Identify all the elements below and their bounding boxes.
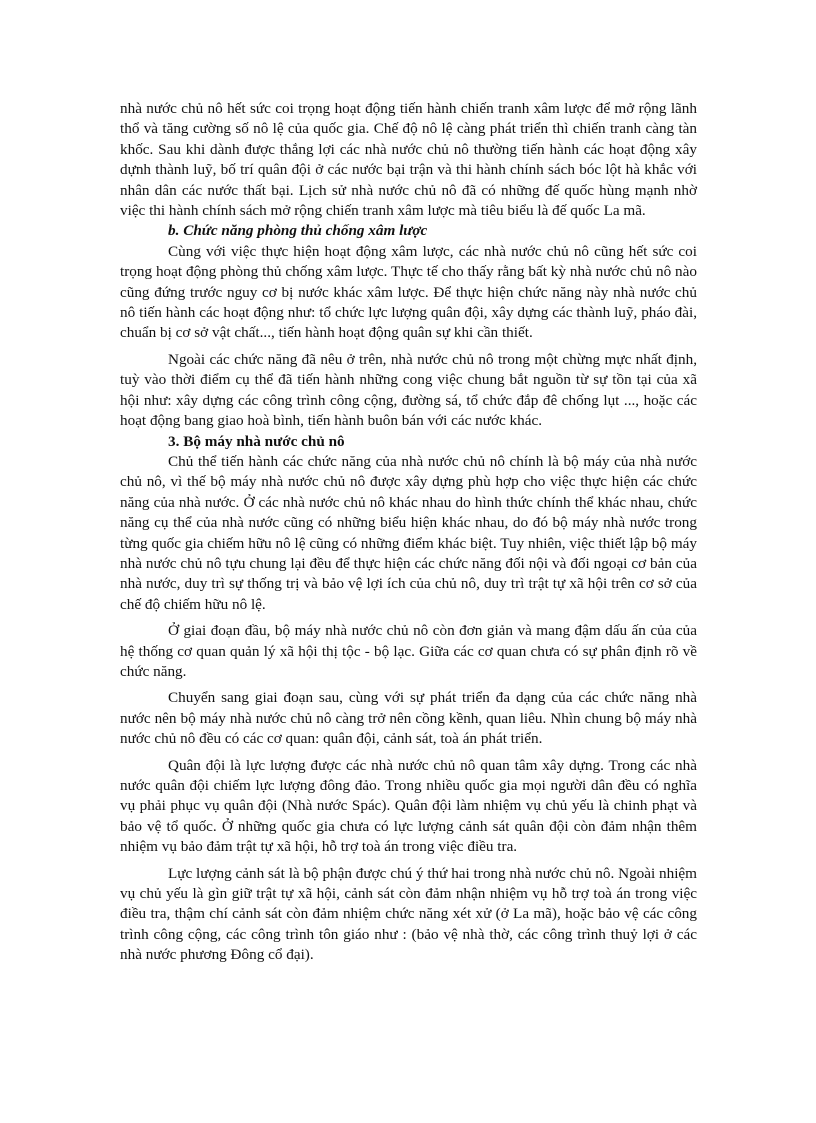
paragraph-war-of-aggression: nhà nước chủ nô hết sức coi trọng hoạt động tiến hành chiến tranh xâm lược để mở rộng lãnh thổ và tăng cường số nô lệ của quốc gia. Chế độ nô lệ càng phát triển thì chiến tranh càng tàn khốc. Sau khi dành được thắng lợi các nhà nước chủ nô thường tiến hành các hoạt động xây dựnh thành luỹ, bố trí quân đội ở các nước bại trận và thi hành chính sách bóc lột hà khắc với nhân dân các nước thất bại. Lịch sử nhà nước chủ nô đã có những đế quốc hùng mạnh nhờ việc thi hành chính sách mở rộng chiến tranh xâm lược mà tiêu biểu là đế quốc La mã. [120, 100, 697, 220]
paragraph-later-stage: Chuyển sang giai đoạn sau, cùng với sự phát triển đa dạng của các chức năng nhà nước nên bộ máy nhà nước chủ nô càng trở nên cồng kềnh, quan liêu. Nhìn chung bộ máy nhà nước chủ nô đều có các cơ quan: quân đội, cảnh sát, toà án phát triển. [120, 689, 697, 748]
paragraph-apparatus-subject: Chủ thể tiến hành các chức năng của nhà nước chủ nô chính là bộ máy của nhà nước chủ nô, vì thế bộ máy nhà nước chủ nô được xây dựng phù hợp cho việc thực hiện các chức năng của nhà nước. Ở các nhà nước chủ nô khác nhau do hình thức chính thể khác nhau, chức năng cụ thể của nhà nước cũng có những biểu hiện khác nhau, do đó bộ máy nhà nước trong từng quốc gia chiếm hữu nô lệ cũng có những điểm khác biệt. Tuy nhiên, việc thiết lập bộ máy nhà nước chủ nô tựu chung lại đều để thực hiện các chức năng đối nội và đối ngoại cơ bản của nhà nước, duy trì sự thống trị và bảo vệ lợi ích của chủ nô, duy trì trật tự xã hội trên cơ sở của chế độ chiếm hữu nô lệ. [120, 452, 697, 613]
paragraph-police: Lực lượng cảnh sát là bộ phận được chú ý thứ hai trong nhà nước chủ nô. Ngoài nhiệm vụ chủ yếu là gìn giữ trật tự xã hội, cảnh sát còn đảm nhận nhiệm vụ hỗ trợ toà án trong việc điều tra, thậm chí cảnh sát còn đảm nhiệm chức năng xét xử (ở La mã), hoặc bảo vệ các công trình công cộng, các công trình tôn giáo như : (bảo vệ nhà thờ, các công trình thuỷ lợi ở các nhà nước phương Đông cổ đại). [120, 864, 697, 964]
heading-defense-function: b. Chức năng phòng thủ chống xâm lược [168, 222, 428, 240]
paragraph-early-stage: Ở giai đoạn đầu, bộ máy nhà nước chủ nô còn đơn giản và mang đậm dấu ấn của của hệ thống cơ quan quản lý xã hội thị tộc - bộ lạc. Giữa các cơ quan chưa có sự phân định rõ về chức năng. [120, 622, 697, 680]
paragraph-other-functions: Ngoài các chức năng đã nêu ở trên, nhà nước chủ nô trong một chừng mực nhất định, tuỳ vào thời điểm cụ thể đã tiến hành những cong việc chung bắt nguồn từ sự tồn tại của xã hội như: xây dựng các công trình công cộng, đường sá, tổ chức đắp đê chống lụt ..., hoặc các hoạt động bang giao hoà bình, tiến hành buôn bán với các nước khác. [120, 350, 697, 430]
document-page [120, 99, 697, 966]
paragraph-army: Quân đội là lực lượng được các nhà nước chủ nô quan tâm xây dựng. Trong các nhà nước quân đội chiếm lực lượng đông đảo. Trong nhiều quốc gia mọi người dân đều có nghĩa vụ phải phục vụ quân đội (Nhà nước Spác). Quân đội làm nhiệm vụ chủ yếu là chinh phạt và bảo vệ tổ quốc. Ở những quốc gia chưa có lực lượng cảnh sát quân đội còn đảm nhận thêm nhiệm vụ bảo đảm trật tự xã hội, hỗ trợ toà án trong việc điều tra. [120, 756, 697, 856]
paragraph-defense: Cùng với việc thực hiện hoạt động xâm lược, các nhà nước chủ nô cũng hết sức coi trọng hoạt động phòng thủ chống xâm lược. Thực tế cho thấy rằng bất kỳ nhà nước chủ nô nào cũng đứng trước nguy cơ bị nước khác xâm lược. Để thực hiện chức năng này nhà nước chủ nô tiến hành các hoạt động như: tổ chức lực lượng quân đội, xây dựng các thành luỹ, pháo đài, chuẩn bị cơ sở vật chất..., tiến hành hoạt động quân sự khi cần thiết. [120, 242, 697, 342]
heading-state-apparatus: 3. Bộ máy nhà nước chủ nô [168, 432, 345, 450]
